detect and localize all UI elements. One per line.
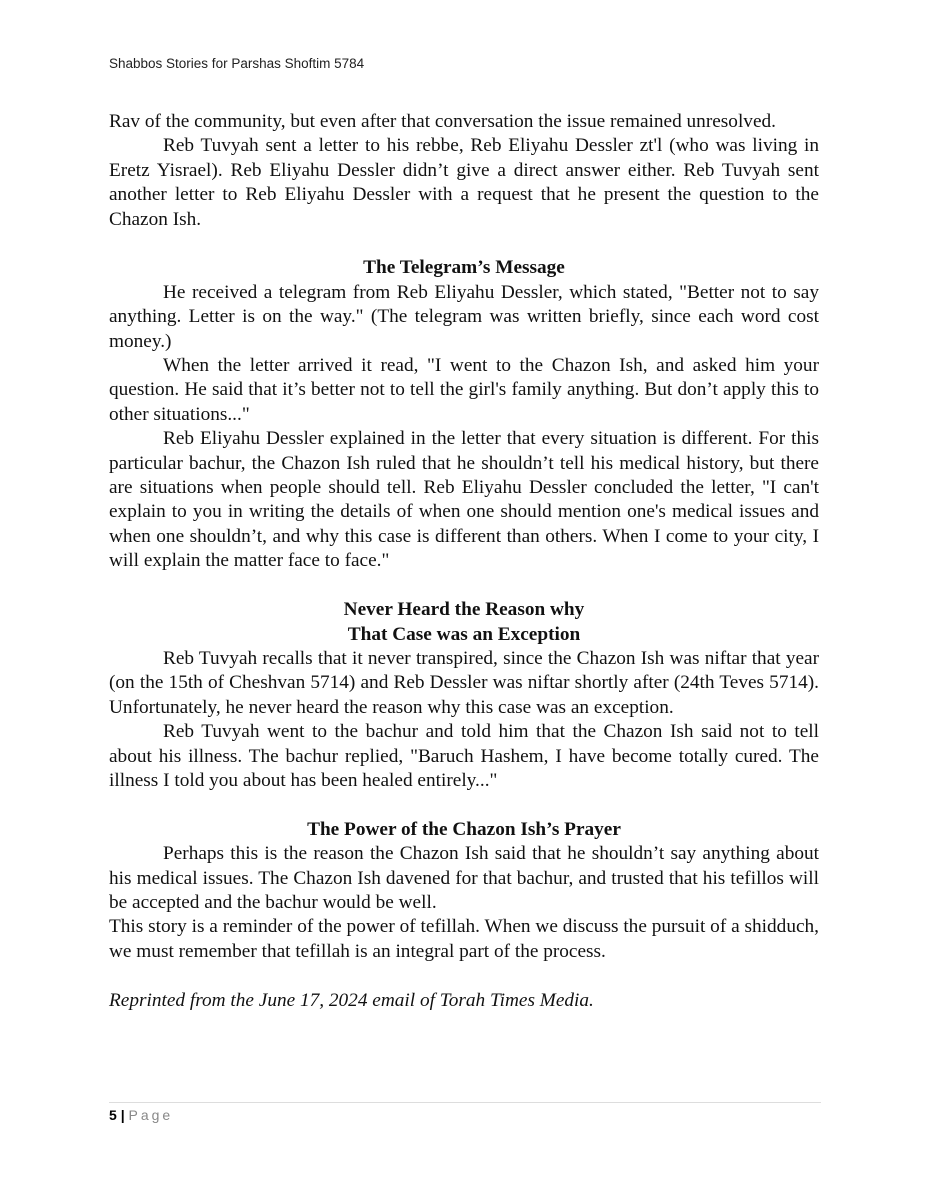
section-heading: That Case was an Exception — [347, 623, 581, 645]
paragraph: Reb Tuvyah sent a letter to his rebbe, Reb Eliyahu Dessler zt'l (who was living in Eretz Yisrael). Reb Eliyahu Dessler didn’t give a direct answer either. Reb Tuvyah sent another letter to Reb Eliyahu Dessler with a request that he present the question to the Chazon Ish. — [109, 135, 819, 230]
paragraph: When the letter arrived it read, "I went to the Chazon Ish, and asked him your question. He said that it’s better not to tell the girl's family anything. But don’t apply this to other situations..." — [109, 355, 819, 425]
footer-divider — [109, 1102, 821, 1103]
paragraph: Reb Eliyahu Dessler explained in the letter that every situation is different. For this particular bachur, the Chazon Ish ruled that he shouldn’t tell his medical history, but there are situations when people should tell. Reb Eliyahu Dessler concluded the letter, "I can't explain to you in writing the details of when one should mention one's medical issues and when one shouldn’t, and why this case is different than others. When I come to your city, I will explain the matter face to face." — [109, 428, 819, 572]
footer-separator: | — [120, 1107, 125, 1123]
page-footer — [109, 1107, 173, 1123]
section-heading: The Telegram’s Message — [363, 257, 565, 279]
article-body — [109, 110, 819, 1013]
paragraph: He received a telegram from Reb Eliyahu Dessler, which stated, "Better not to say anything. Letter is on the way." (The telegram was written briefly, since each word cost money.) — [109, 281, 819, 352]
section-heading: Never Heard the Reason why — [343, 599, 585, 621]
paragraph: This story is a reminder of the power of tefillah. When we discuss the pursuit of a shidduch, we must remember that tefillah is an integral part of the process. — [109, 916, 819, 962]
paragraph: Reb Tuvyah recalls that it never transpired, since the Chazon Ish was niftar that year (on the 15th of Cheshvan 5714) and Reb Dessler was niftar shortly after (24th Teves 5714). Unfortunately, he never heard the reason why this case was an exception. — [109, 647, 819, 718]
section-heading: The Power of the Chazon Ish’s Prayer — [307, 818, 621, 840]
paragraph: Perhaps this is the reason the Chazon Ish said that he shouldn’t say anything about his medical issues. The Chazon Ish davened for that bachur, and trusted that his tefillos will be accepted and the bachur would be well. — [109, 843, 819, 913]
page-number: 5 — [109, 1107, 117, 1123]
paragraph: Rav of the community, but even after that conversation the issue remained unresolved. — [109, 111, 776, 132]
page-label: Page — [128, 1107, 174, 1123]
paragraph: Reb Tuvyah went to the bachur and told him that the Chazon Ish said not to tell about his illness. The bachur replied, "Baruch Hashem, I have become totally cured. The illness I told you about has been healed entirely..." — [109, 721, 819, 791]
running-header: Shabbos Stories for Parshas Shoftim 5784 — [109, 56, 365, 71]
reprint-credit: Reprinted from the June 17, 2024 email of Torah Times Media. — [109, 989, 594, 1011]
